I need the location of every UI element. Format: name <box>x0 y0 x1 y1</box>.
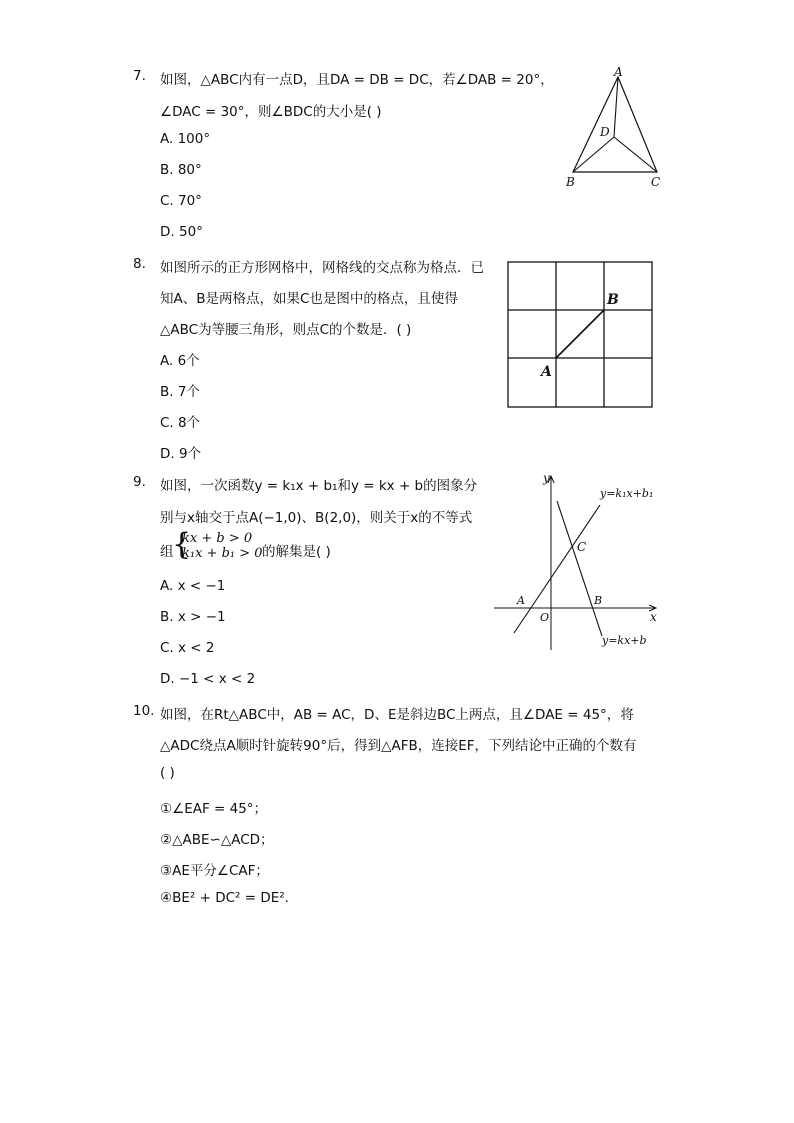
label-c: C <box>577 540 587 554</box>
label-line1: y=k₁x+b₁ <box>600 487 654 500</box>
q7-number: 7. <box>133 68 146 84</box>
line-kx-b <box>557 501 602 636</box>
q9-function-graph <box>490 468 665 658</box>
q10-statement-4: ④BE² + DC² = DE². <box>160 890 289 906</box>
q10-statement-2: ②△ABE∽△ACD； <box>160 832 274 848</box>
segment-ab <box>556 310 604 358</box>
q7-option-d: D. 50° <box>160 224 203 240</box>
q10-statement-1: ①∠EAF = 45°； <box>160 801 268 817</box>
label-a: A <box>614 65 623 79</box>
q10-stem-line1: 如图，在Rt△ABC中，AB = AC，D、E是斜边BC上两点，且∠DAE = 45°，将 <box>160 707 634 723</box>
q7-triangle-figure <box>560 62 670 192</box>
q9-option-b: B. x > −1 <box>160 609 226 625</box>
q9-stem-line1: 如图，一次函数y = k₁x + b₁和y = kx + b的图象分 <box>160 478 478 494</box>
label-d: D <box>600 125 610 139</box>
label-line2: y=kx+b <box>602 634 647 647</box>
label-a: A <box>541 364 552 380</box>
q7-option-a: A. 100° <box>160 131 211 147</box>
q7-stem-line2: ∠DAC = 30°，则∠BDC的大小是( ) <box>160 104 382 120</box>
q8-number: 8. <box>133 256 146 272</box>
label-a: A <box>517 594 525 607</box>
label-b: B <box>607 292 619 308</box>
label-o: O <box>540 611 550 624</box>
q9-inequality-2: k₁x + b₁ > 0 <box>182 546 263 561</box>
q7-stem-line1: 如图，△ABC内有一点D，且DA = DB = DC，若∠DAB = 20°， <box>160 72 554 88</box>
q8-stem-line3: △ABC为等腰三角形，则点C的个数是．( ) <box>160 322 412 338</box>
q10-statement-3: ③AE平分∠CAF； <box>160 863 269 879</box>
q8-stem-line2: 知A、B是两格点，如果C也是图中的格点，且使得 <box>160 291 458 307</box>
q7-option-b: B. 80° <box>160 162 202 178</box>
label-x: x <box>650 610 657 624</box>
q10-stem-line3: ( ) <box>160 765 175 781</box>
q8-option-d: D. 9个 <box>160 446 202 462</box>
segment-dc <box>614 137 657 172</box>
q8-option-b: B. 7个 <box>160 384 200 400</box>
q9-system-suffix: 的解集是( ) <box>262 544 331 560</box>
q9-option-c: C. x < 2 <box>160 640 215 656</box>
q10-number: 10. <box>133 703 155 719</box>
segment-da <box>614 77 618 137</box>
q8-option-a: A. 6个 <box>160 353 200 369</box>
q7-option-c: C. 70° <box>160 193 202 209</box>
q8-grid-figure <box>500 255 665 415</box>
q9-option-a: A. x < −1 <box>160 578 226 594</box>
q9-option-d: D. −1 < x < 2 <box>160 671 256 687</box>
q9-inequality-1: kx + b > 0 <box>182 531 253 546</box>
q8-option-c: C. 8个 <box>160 415 201 431</box>
system-brace-icon: { <box>172 527 192 562</box>
label-c: C <box>651 175 661 189</box>
q10-stem-line2: △ADC绕点A顺时针旋转90°后，得到△AFB，连接EF，下列结论中正确的个数有 <box>160 738 637 754</box>
label-b: B <box>594 594 603 607</box>
q8-stem-line1: 如图所示的正方形网格中，网格线的交点称为格点．已 <box>160 260 484 276</box>
segment-db <box>573 137 614 172</box>
q9-system-prefix: 组 <box>160 544 174 560</box>
line-k1x-b1 <box>514 505 603 633</box>
label-b: B <box>566 175 575 189</box>
label-y: y <box>543 471 550 485</box>
q9-number: 9. <box>133 474 146 490</box>
q9-stem-line2: 别与x轴交于点A(−1,0)、B(2,0)，则关于x的不等式 <box>160 510 473 526</box>
